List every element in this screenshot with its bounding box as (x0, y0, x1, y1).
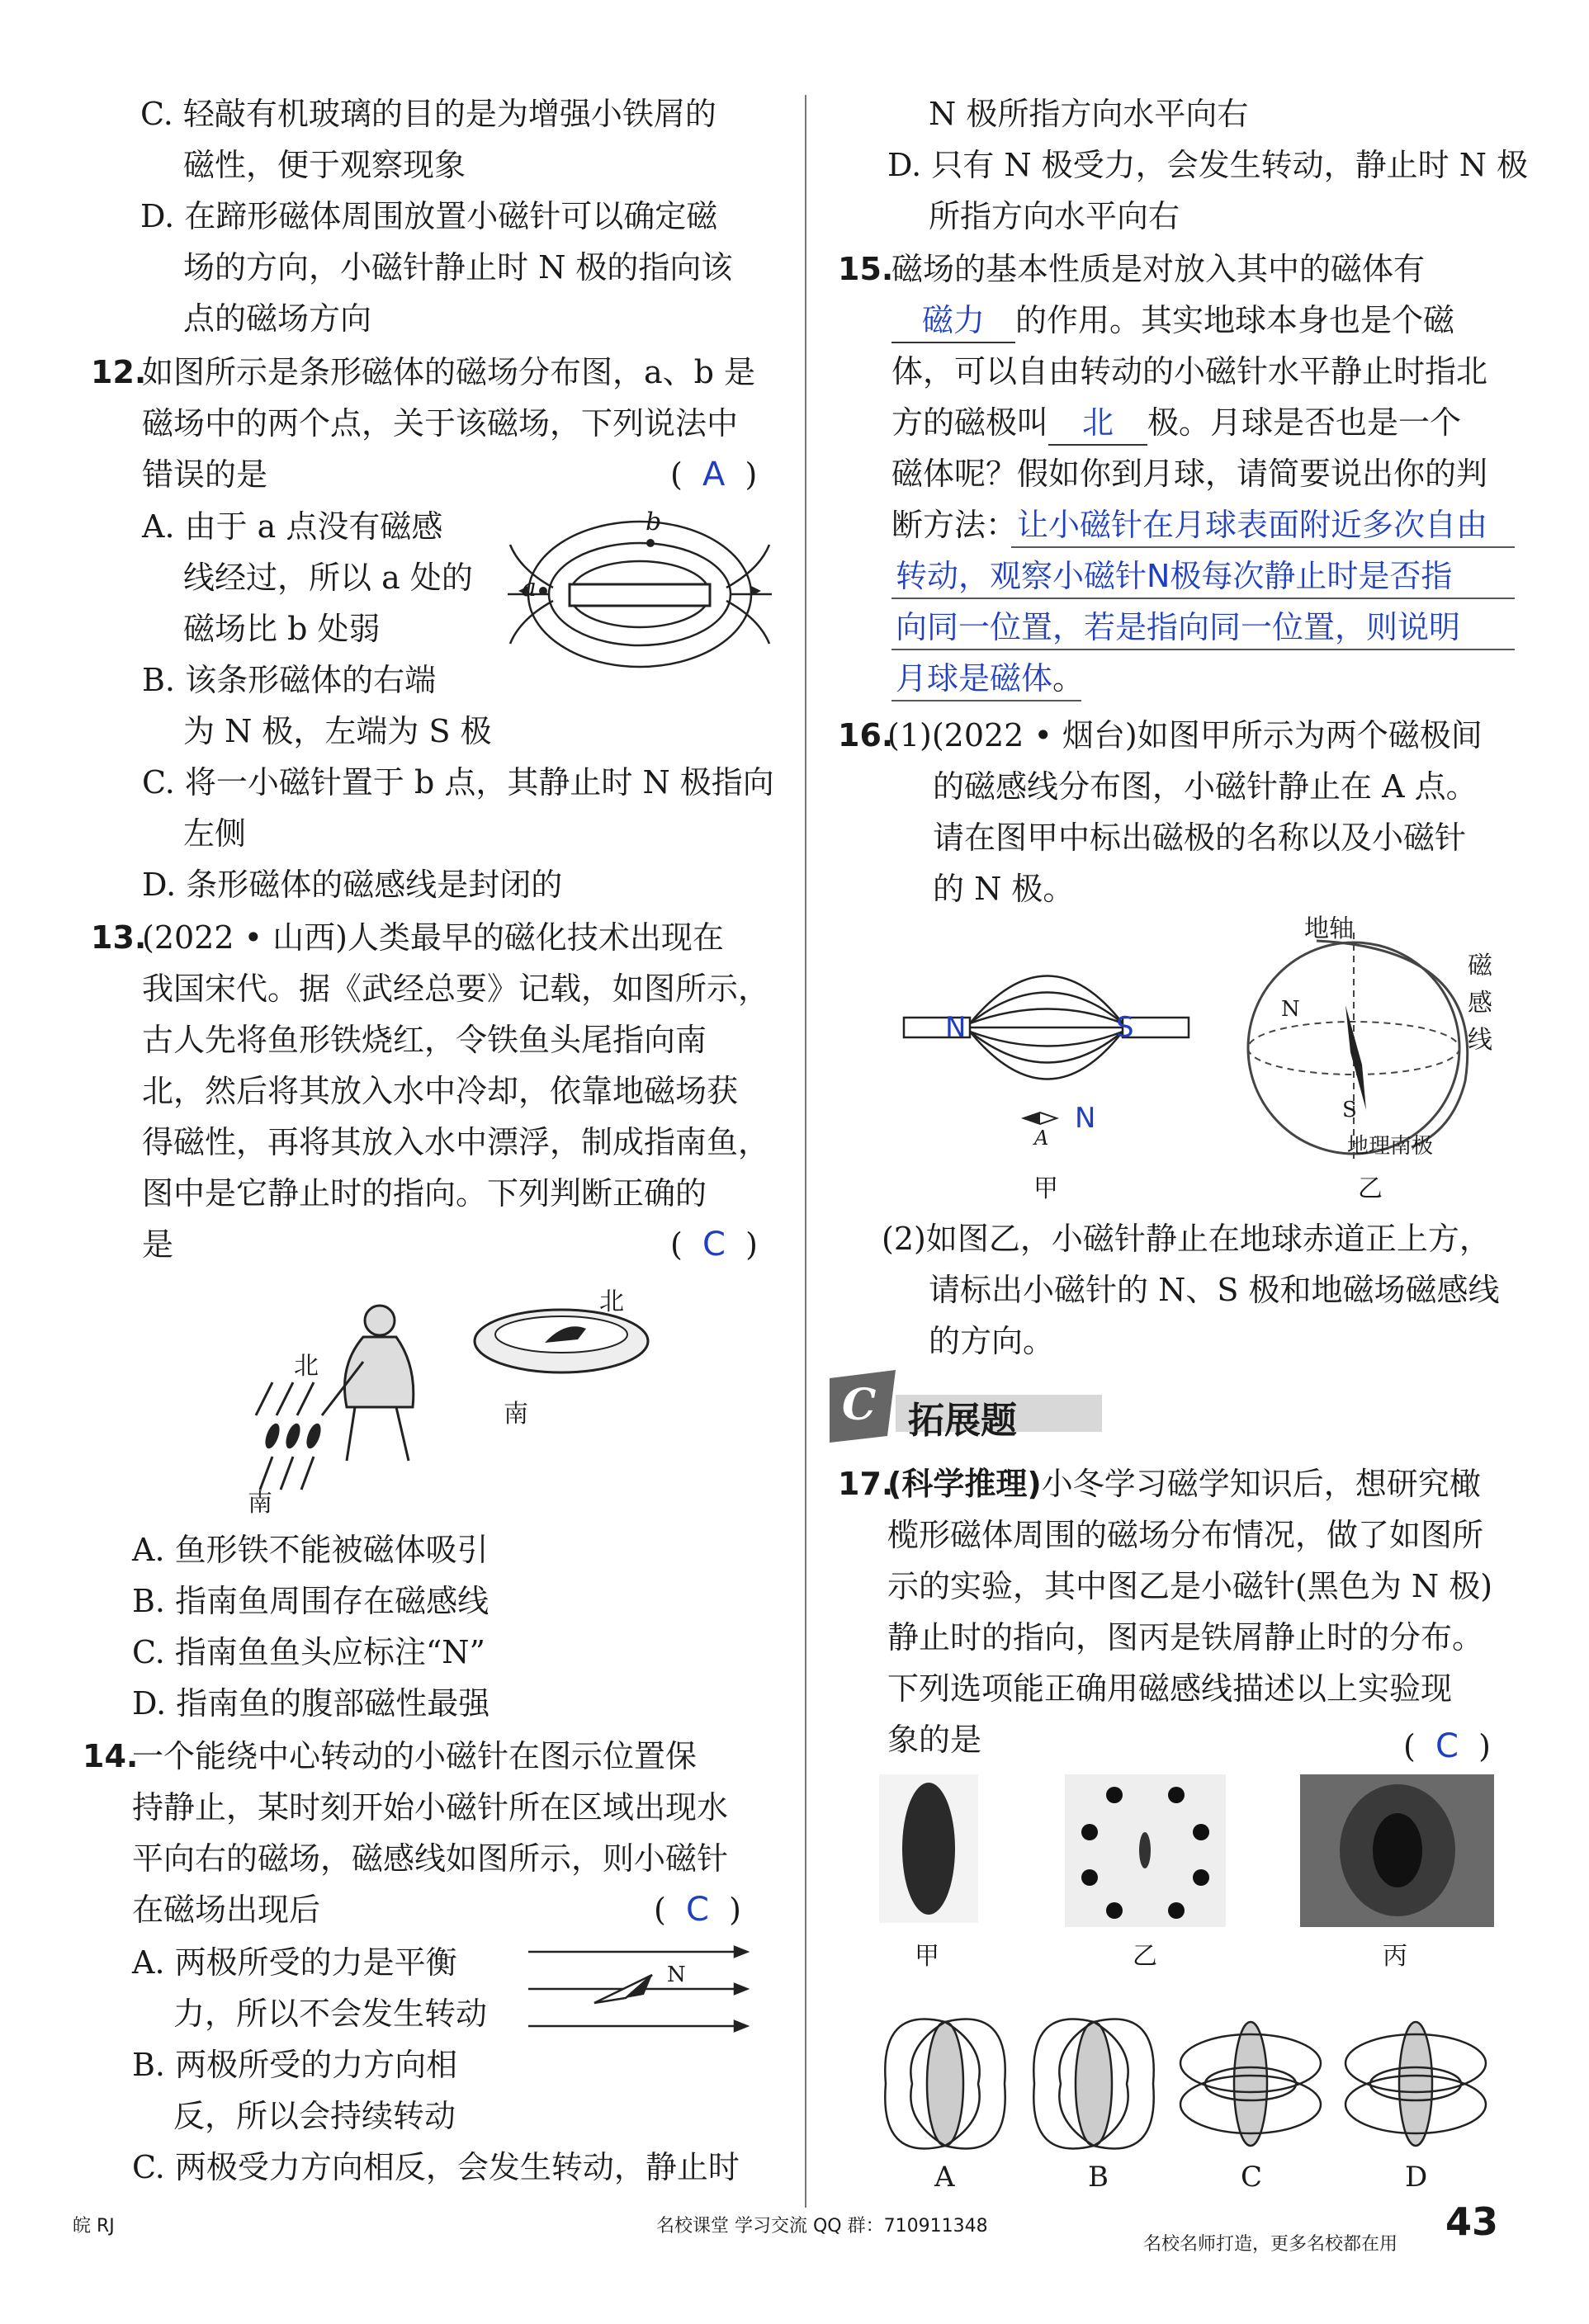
q15-line4-text-b: 极。月球是否也是一个 (1147, 404, 1462, 441)
q16-yi-field-label-2: 感 (1468, 989, 1492, 1018)
q17-photo-yi-needles (1065, 1774, 1226, 1927)
q12-stem-line1: 如图所示是条形磁体的磁场分布图，a、b 是 (142, 354, 756, 390)
q13-stem-line6: 图中是它静止时的指向。下列判断正确的 (142, 1175, 707, 1212)
q16-jia-needle-n-label: N (1075, 1102, 1096, 1135)
q17-option-b-label: B (1088, 2161, 1109, 2194)
q16-caption-jia: 甲 (1033, 1174, 1058, 1203)
q17-answer: C (1435, 1727, 1459, 1765)
q15-line2 (891, 299, 1454, 343)
q17-caption-yi: 乙 (1133, 1942, 1157, 1971)
q11-option-c-line1: C. 轻敲有机玻璃的目的是为增强小铁屑的 (140, 96, 716, 132)
q17-caption-jia: 甲 (915, 1942, 939, 1971)
q11-option-d-line2: 场的方向，小磁针静止时 N 极的指向该 (183, 249, 733, 286)
page-number: 43 (1445, 2199, 1498, 2244)
q16-yi-needle-s-label: S (1342, 1098, 1357, 1122)
q13-fig-north-label-2: 北 (599, 1287, 624, 1316)
q13-stem-line1: (2022 • 山西)人类最早的磁化技术出现在 (142, 919, 724, 956)
q13-option-b: B. 指南鱼周围存在磁感线 (132, 1583, 489, 1619)
q11-option-c-line2: 磁性，便于观察现象 (183, 147, 466, 183)
q14-option-b-line2: 反，所以会持续转动 (173, 2098, 456, 2134)
q13-option-d: D. 指南鱼的腹部磁性最强 (132, 1685, 490, 1722)
q13-stem-line5: 得磁性，再将其放入水中漂浮，制成指南鱼， (142, 1124, 770, 1160)
q15-number: 15. (838, 251, 894, 287)
q14-answer-bracket: ( C ) (654, 1891, 741, 1929)
q17-option-a-diagram (879, 1997, 1011, 2170)
q14-needle-figure (528, 1944, 751, 2051)
q12-option-a-line2: 线经过，所以 a 处的 (183, 560, 473, 596)
section-c-letter: C (842, 1380, 877, 1430)
q13-option-a: A. 鱼形铁不能被磁体吸引 (132, 1532, 489, 1568)
q12-option-a-line1: A. 由于 a 点没有磁感 (142, 508, 443, 545)
q12-option-d: D. 条形磁体的磁感线是封闭的 (142, 867, 563, 903)
q16-jia-left-pole-label: N (945, 1011, 967, 1044)
q17-option-d-diagram (1341, 1997, 1490, 2170)
q12-option-b-line2: 为 N 极，左端为 S 极 (183, 713, 492, 749)
q16-line1: (1)(2022 • 烟台)如图甲所示为两个磁极间 (887, 717, 1483, 753)
q17-option-d-label: D (1405, 2161, 1428, 2194)
q15-answer-rule-1 (1011, 546, 1515, 548)
q16-line4: 的 N 极。 (933, 871, 1075, 907)
q14-option-d-line2: 所指方向水平向右 (929, 198, 1180, 234)
section-c-header (830, 1370, 1102, 1444)
q15-blank-1[interactable]: 磁力 (891, 299, 1015, 343)
q17-line1 (887, 1462, 1481, 1505)
q13-stem-line7: 是 (142, 1226, 174, 1263)
q14-option-c-line2: N 极所指方向水平向右 (929, 96, 1249, 132)
q15-line4-text-a: 方的磁极叫 (891, 404, 1049, 441)
q17-option-c-diagram (1176, 1997, 1325, 2170)
q12-answer-bracket: ( A ) (670, 456, 758, 494)
q12-magnet-bar (570, 584, 710, 606)
footer-center: 名校课堂 学习交流 QQ 群：710911348 (656, 2216, 988, 2237)
q12-point-b-label: b (646, 508, 662, 536)
q15-line4 (891, 401, 1461, 446)
q16-line3: 请在图甲中标出磁极的名称以及小磁针 (933, 820, 1467, 856)
section-c-title: 拓展题 (908, 1400, 1017, 1442)
q13-answer: C (702, 1226, 726, 1264)
q17-line3: 示的实验，其中图乙是小磁针(黑色为 N 极) (887, 1568, 1493, 1604)
q15-line6-text: 断方法： (891, 507, 1018, 543)
q14-stem-line4: 在磁场出现后 (132, 1892, 321, 1928)
q17-photo-bing-filings (1300, 1774, 1494, 1927)
q13-number: 13. (91, 919, 147, 956)
q15-answer-rule-3 (891, 649, 1515, 650)
q17-caption-bing: 丙 (1383, 1942, 1407, 1971)
q17-option-c-label: C (1241, 2161, 1263, 2194)
q16-jia-point-a-label: A (1034, 1127, 1049, 1150)
q15-handwritten-2: 转动，观察小磁针N极每次静止时是否指 (896, 558, 1453, 594)
q14-stem-line3: 平向右的磁场，磁感线如图所示，则小磁针 (132, 1840, 729, 1877)
q15-blank-2[interactable]: 北 (1048, 401, 1147, 446)
q14-option-d-line1: D. 只有 N 极受力，会发生转动，静止时 N 极 (887, 147, 1529, 183)
q16-caption-yi: 乙 (1358, 1174, 1383, 1203)
q15-line2-text: 的作用。其实地球本身也是个磁 (1015, 302, 1455, 338)
q17-line6: 象的是 (887, 1722, 982, 1758)
q14-stem-line1: 一个能绕中心转动的小磁针在图示位置保 (132, 1738, 698, 1774)
footer-slogan: 名校名师打造，更多名校都在用 (1143, 2234, 1398, 2255)
q15-line3: 体，可以自由转动的小磁针水平静止时指北 (891, 353, 1488, 390)
q14-number: 14. (83, 1738, 139, 1774)
q16-number: 16. (838, 717, 894, 753)
q12-option-a-line3: 磁场比 b 处弱 (183, 611, 381, 647)
q17-tag: (科学推理) (887, 1466, 1042, 1502)
q13-stem-line4: 北，然后将其放入水中冷却，依靠地磁场获 (142, 1073, 739, 1109)
q14-option-a-line1: A. 两极所受的力是平衡 (132, 1944, 457, 1981)
q14-stem-line2: 持静止，某时刻开始小磁针所在区域出现水 (132, 1789, 729, 1826)
q12-stem-line2: 磁场中的两个点，关于该磁场，下列说法中 (142, 405, 739, 442)
q15-line-last (896, 657, 1084, 700)
q17-line5: 下列选项能正确用磁感线描述以上实验现 (887, 1670, 1453, 1707)
q12-stem-line3: 错误的是 (142, 456, 268, 493)
q16-part2-line3: 的方向。 (929, 1323, 1055, 1359)
q17-line2: 榄形磁体周围的磁场分布情况，做了如图所 (887, 1517, 1484, 1553)
q16-yi-field-label-1: 磁 (1468, 952, 1492, 980)
q16-part2-line2: 请标出小磁针的 N、S 极和地磁场磁感线 (929, 1272, 1500, 1308)
q13-stem-line2: 我国宋代。据《武经总要》记载，如图所示， (142, 971, 770, 1007)
q12-option-c-line1: C. 将一小磁针置于 b 点，其静止时 N 极指向 (142, 764, 774, 801)
q17-line1-text: 小冬学习磁学知识后，想研究橄 (1041, 1466, 1481, 1502)
q17-option-b-diagram (1028, 1997, 1160, 2170)
q15-line1: 磁场的基本性质是对放入其中的磁体有 (891, 251, 1426, 287)
q17-answer-bracket: ( C ) (1403, 1727, 1491, 1765)
q14-option-a-line2: 力，所以不会发生转动 (173, 1996, 488, 2032)
q11-option-d-line3: 点的磁场方向 (183, 300, 372, 337)
q15-answer-rule-2 (891, 598, 1515, 599)
q12-option-c-line2: 左侧 (183, 815, 247, 852)
q17-photo-jia (879, 1774, 978, 1923)
q15-line5: 磁体呢？假如你到月球，请简要说出你的判 (891, 456, 1488, 492)
q17-option-a-label: A (934, 2161, 955, 2194)
q13-fig-north-label-1: 北 (294, 1352, 319, 1381)
q12-answer: A (702, 456, 726, 494)
q15-handwritten-4: 月球是磁体 (896, 660, 1053, 697)
q14-answer: C (685, 1891, 709, 1929)
q17-number: 17. (838, 1466, 894, 1502)
q13-option-c: C. 指南鱼鱼头应标注“N” (132, 1634, 485, 1670)
q16-line2: 的磁感线分布图，小磁针静止在 A 点。 (933, 768, 1478, 805)
q14-option-c-line1: C. 两极受力方向相反，会发生转动，静止时 (132, 2149, 740, 2185)
q12-number: 12. (91, 354, 147, 390)
q16-figure-yi (1238, 916, 1486, 1164)
q13-answer-bracket: ( C ) (670, 1226, 758, 1264)
q15-end-mark: 。 (1052, 660, 1085, 697)
q12-option-b-line1: B. 该条形磁体的右端 (142, 662, 437, 698)
q13-stem-line3: 古人先将鱼形铁烧红，令铁鱼头尾指向南 (142, 1022, 707, 1058)
q15-handwritten-1: 让小磁针在月球表面附近多次自由 (1017, 507, 1488, 543)
q15-handwritten-3: 向同一位置，若是指向同一位置，则说明 (896, 609, 1461, 645)
q14-option-b-line1: B. 两极所受的力方向相 (132, 2047, 458, 2083)
q12-point-a-label: a (522, 574, 537, 602)
q16-yi-field-label-3: 线 (1468, 1026, 1492, 1055)
q12-bar-magnet-figure (504, 512, 776, 677)
q11-option-d-line1: D. 在蹄形磁体周围放置小磁针可以确定磁 (140, 198, 718, 234)
q13-fig-south-label-2: 南 (504, 1400, 528, 1429)
q16-yi-axis-label: 地轴 (1304, 914, 1354, 943)
q15-line6 (891, 503, 1487, 546)
q16-part2-line1: (2)如图乙，小磁针静止在地球赤道正上方， (882, 1221, 1491, 1257)
q16-jia-right-pole-label: S (1116, 1011, 1134, 1044)
q17-photo-jia-magnet (879, 1774, 978, 1923)
q16-yi-south-pole-label: 地理南极 (1347, 1134, 1434, 1159)
column-divider (805, 95, 806, 2208)
q14-fig-n-label: N (667, 1963, 686, 1987)
q13-fish-compass-figure (239, 1283, 652, 1514)
q16-yi-needle-n-label: N (1281, 997, 1300, 1022)
q15-answer-rule-4 (891, 700, 1081, 701)
q17-photo-yi (1065, 1774, 1226, 1927)
footer-edition: 皖 RJ (73, 2216, 115, 2237)
q17-line4: 静止时的指向，图丙是铁屑静止时的分布。 (887, 1619, 1484, 1656)
q17-photo-bing (1300, 1774, 1494, 1927)
q13-fig-south-label-1: 南 (248, 1489, 272, 1518)
